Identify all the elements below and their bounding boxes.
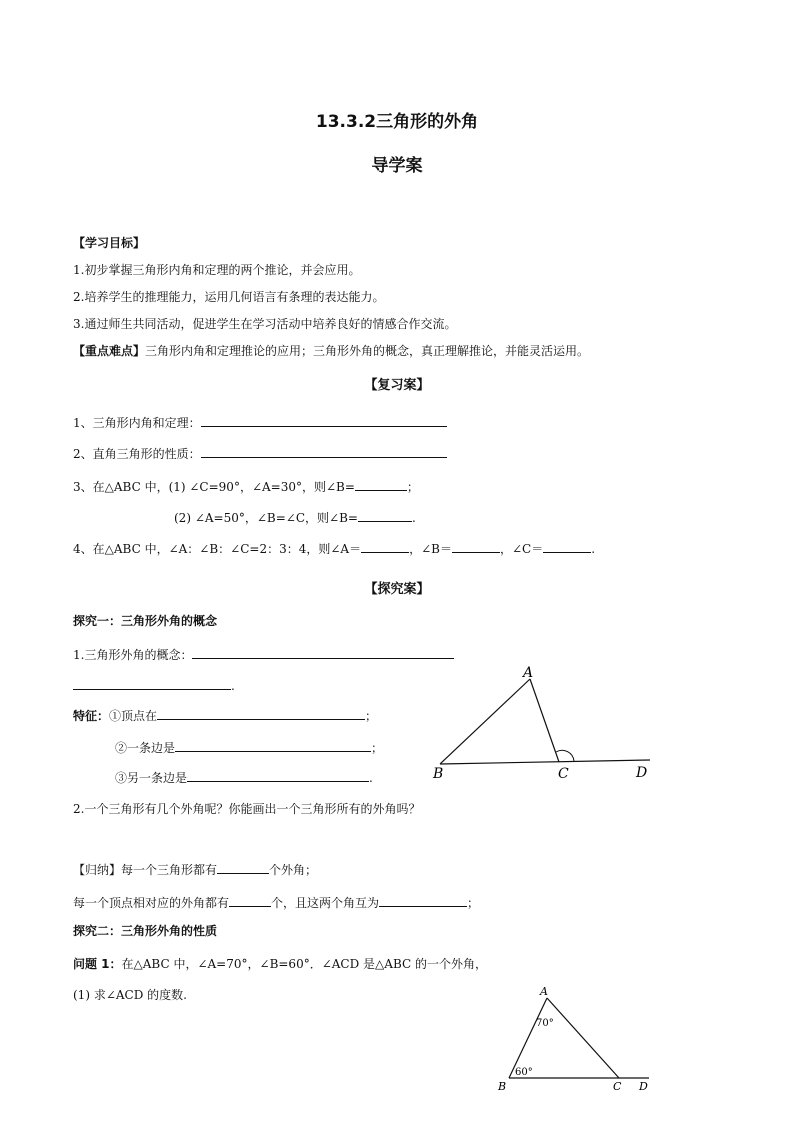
summary-c: 每一个顶点相对应的外角都有 [73,896,230,910]
review-q3a-end: ； [406,480,419,494]
answer-blank[interactable] [73,676,231,690]
concept-line [73,645,454,663]
answer-blank[interactable] [175,738,371,752]
vertex-label-c: C [558,766,569,782]
problem-1 [73,955,487,972]
feature-3-end: . [369,771,373,785]
summary-b: 个外角； [269,863,318,877]
angle-label-b: 60° [515,1067,533,1078]
vertex-label-b: B [498,1080,507,1093]
answer-blank[interactable] [379,893,467,907]
vertex-label-c: C [613,1080,622,1093]
answer-blank[interactable] [229,893,271,907]
summary-d: 个，且这两个角互为 [271,896,380,910]
answer-blank[interactable] [358,508,412,522]
review-heading: 【复习案】 [364,378,430,393]
objective-item-1: 1.初步掌握三角形内角和定理的两个推论，并会应用。 [73,263,361,277]
vertex-label-d: D [639,1080,648,1093]
answer-blank[interactable] [361,539,409,553]
answer-blank[interactable] [452,539,500,553]
vertex-label-b: B [433,766,444,782]
key-difficulty [73,342,589,359]
concept-label: 1.三角形外角的概念： [73,648,193,662]
feature-3 [115,768,373,786]
review-q1-text: 1、三角形内角和定理： [73,416,201,430]
review-q3b-text: (2) ∠A=50°，∠B=∠C，则∠B= [174,511,358,525]
review-q2-text: 2、直角三角形的性质： [73,447,201,461]
explore-part1-title: 探究一：三角形外角的概念 [73,614,218,628]
answer-blank[interactable] [157,706,365,720]
explore-part2-title: 探究二：三角形外角的性质 [73,924,218,938]
summary-label: 【归纳】 [73,863,122,877]
feature-1-text: ①顶点在 [109,709,158,723]
answer-blank[interactable] [543,539,591,553]
summary-end: ； [467,896,480,910]
feature-2 [115,738,383,756]
vertex-label-d: D [636,765,648,781]
summary-a: 每一个三角形都有 [121,863,218,877]
feature-1-end: ； [365,709,378,723]
vertex-label-a: A [540,985,548,998]
key-difficulty-text: 三角形内角和定理推论的应用；三角形外角的概念，真正理解推论，并能灵活运用。 [145,344,590,358]
objective-item-3: 3.通过师生共同活动，促进学生在学习活动中培养良好的情感合作交流。 [73,317,457,331]
answer-blank[interactable] [201,413,447,427]
page-subtitle: 导学案 [371,156,423,176]
answer-blank[interactable] [355,477,407,491]
answer-blank[interactable] [187,768,369,782]
review-q1 [73,413,447,431]
review-q3b [174,508,416,526]
objective-item-2: 2.培养学生的推理能力，运用几何语言有条理的表达能力。 [73,290,385,304]
review-q4 [73,539,595,557]
review-q4-text: 4、在△ABC 中，∠A：∠B：∠C=2：3：4，则∠A＝ [73,542,362,556]
feature-3-text: ③另一条边是 [115,771,188,785]
summary-line-1 [73,860,317,878]
summary-line-2 [73,893,479,911]
problem-text: 在△ABC 中，∠A=70°，∠B=60°．∠ACD 是△ABC 的一个外角， [121,957,487,971]
answer-blank[interactable] [201,444,447,458]
review-q4-end: . [591,542,596,556]
review-q4-c: ，∠C＝ [499,542,544,556]
problem-1-q1: (1) 求∠ACD 的度数. [73,988,187,1002]
review-q3b-end: . [411,511,416,525]
review-q4-b: ，∠B＝ [409,542,452,556]
vertex-label-a: A [523,665,534,681]
answer-blank[interactable] [217,860,269,874]
explore-heading: 【探究案】 [364,582,430,597]
review-q3a [73,477,419,495]
explore-q2: 2.一个三角形有几个外角呢？你能画出一个三角形所有的外角吗？ [73,802,421,816]
objectives-heading: 【学习目标】 [73,236,146,250]
feature-2-end: ； [371,741,384,755]
review-q2 [73,444,447,462]
page-title: 13.3.2三角形的外角 [315,112,479,132]
angle-label-a: 70° [536,1018,554,1029]
triangle-figure-2 [493,982,663,1094]
concept-line-2 [73,676,235,693]
feature-1 [73,706,377,724]
review-q3a-text: 3、在△ABC 中，(1) ∠C=90°，∠A=30°，则∠B= [73,480,355,494]
answer-blank[interactable] [192,645,454,659]
concept-end: . [231,679,235,693]
feature-2-text: ②一条边是 [115,741,176,755]
key-difficulty-label: 【重点难点】 [73,344,146,358]
triangle-figure-1 [425,660,655,785]
feature-label: 特征： [73,709,110,723]
problem-label: 问题 1： [73,957,122,971]
